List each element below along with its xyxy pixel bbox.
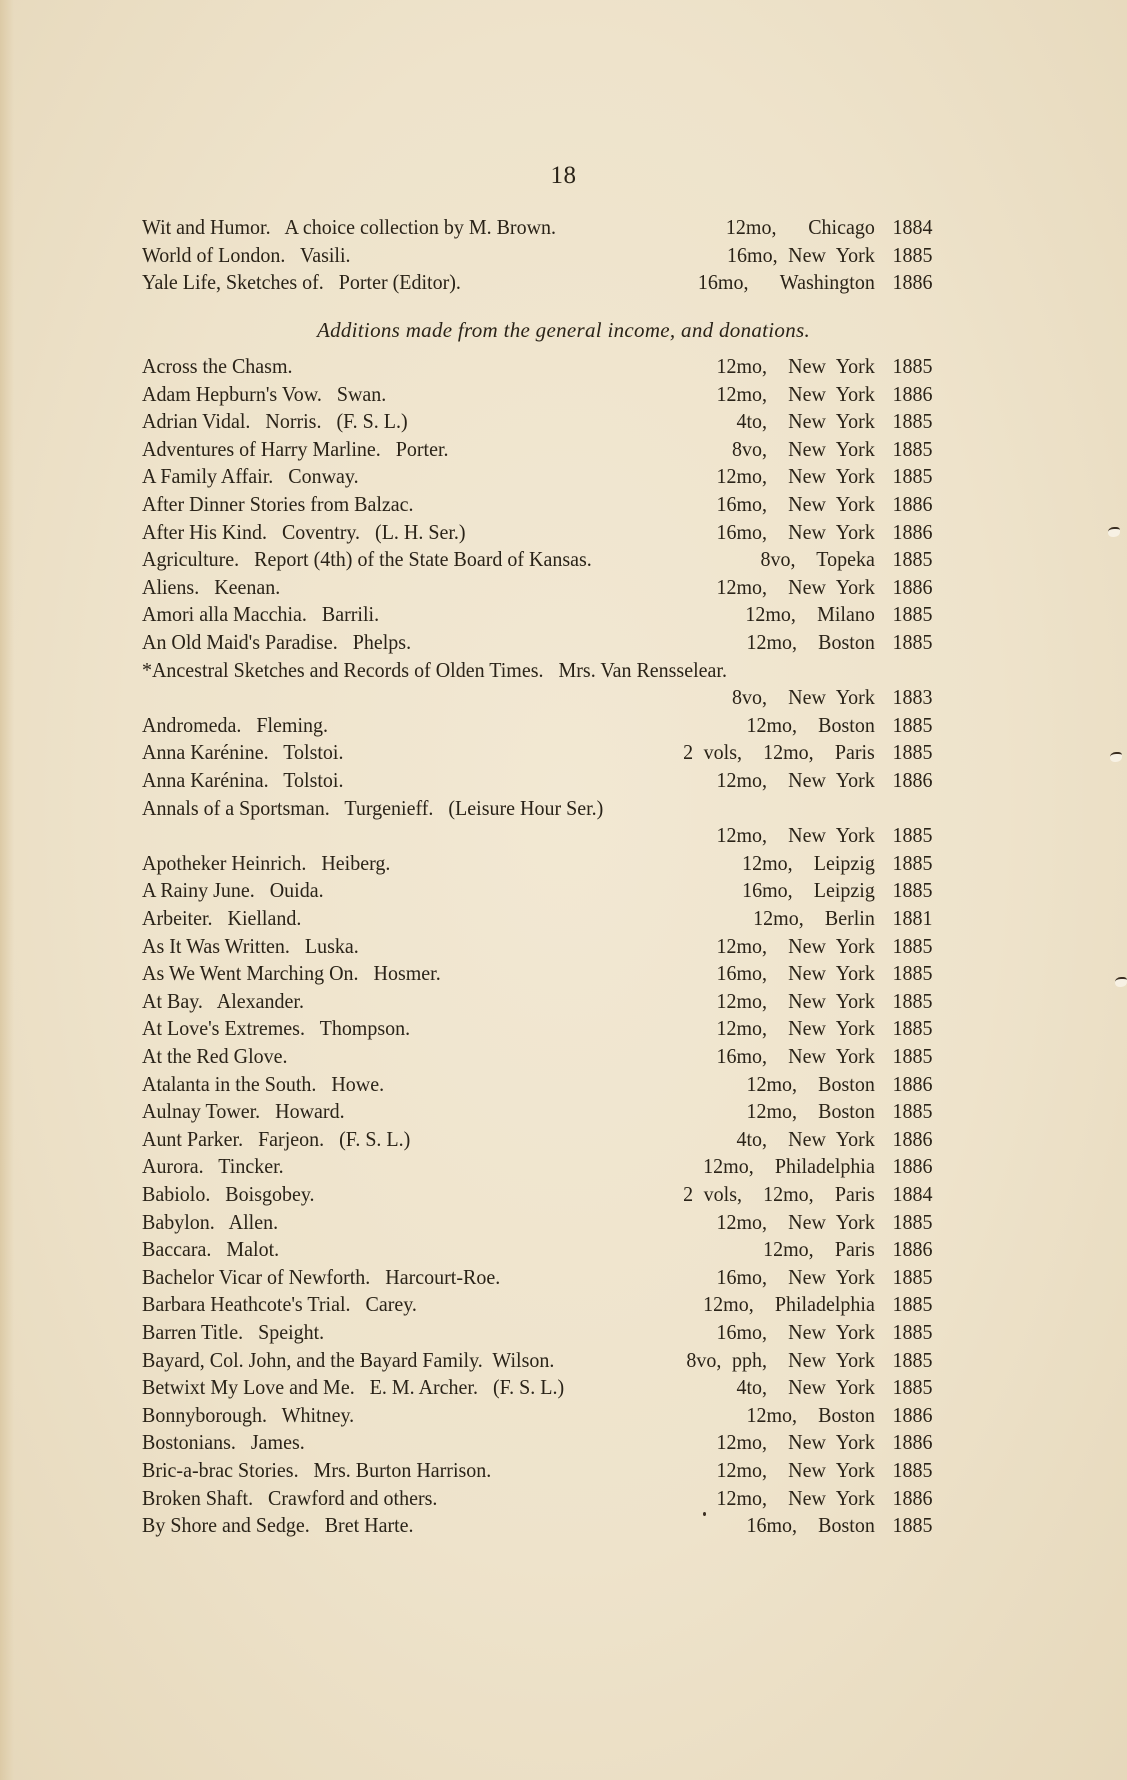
entry-title: Across the Chasm.: [142, 354, 293, 378]
entry-year: 1885: [892, 630, 933, 654]
entry-title: After Dinner Stories from Balzac.: [142, 492, 414, 516]
entry-publication: 12mo, Boston: [746, 630, 875, 654]
entry-year: 1886: [892, 1154, 933, 1179]
entry-title: An Old Maid's Paradise. Phelps.: [142, 630, 412, 654]
entry-publication: 8vo, New York: [731, 436, 875, 461]
catalog-entry: [142, 987, 933, 1015]
catalog-entry: [142, 573, 933, 601]
entry-publication: 16mo, New York: [716, 1320, 875, 1344]
entry-publication: 12mo, Boston: [746, 1099, 875, 1124]
page-edge-shadow: [0, 0, 14, 1780]
catalog-entry: [142, 518, 933, 546]
entry-publication: 4to, New York: [736, 1126, 875, 1151]
entry-title: After His Kind. Coventry. (L. H. Ser.): [142, 519, 466, 544]
entry-year: 1886: [892, 1126, 933, 1151]
entry-year: 1885: [892, 242, 933, 267]
entry-title: Aurora. Tincker.: [142, 1154, 284, 1179]
catalog-entry: [142, 849, 933, 877]
entry-title: Barren Title. Speight.: [142, 1320, 325, 1344]
entry-year: 1885: [892, 712, 933, 737]
entry-publication: 16mo, Leipzig: [742, 878, 875, 903]
catalog-entry: [142, 462, 933, 490]
entry-publication: 12mo, Philadelphia: [703, 1292, 875, 1317]
catalog-entry: [142, 1042, 933, 1070]
entry-year: 1885: [892, 1292, 933, 1317]
entry-year: 1886: [892, 381, 933, 406]
entry-publication: 2 vols, 12mo, Paris: [683, 740, 875, 765]
entry-year: 1885: [892, 354, 933, 378]
entry-publication: 12mo, Paris: [763, 1237, 875, 1262]
catalog-entry: [142, 738, 933, 766]
entry-title: Bayard, Col. John, and the Bayard Family. Wilson.: [142, 1347, 555, 1372]
entry-year: 1881: [892, 906, 933, 930]
entry-year: 1885: [892, 602, 933, 627]
entry-publication: 12mo, New York: [716, 1209, 875, 1234]
entry-title: As It Was Written. Luska.: [142, 933, 359, 958]
entry-title: Aunt Parker. Farjeon. (F. S. L.): [142, 1126, 411, 1151]
entry-publication: 16mo, New York: [716, 1044, 875, 1068]
catalog-entry: [142, 1401, 933, 1429]
entry-year: 1885: [892, 1264, 933, 1289]
entry-year: 1885: [892, 1209, 933, 1234]
entry-publication: 8vo, Topeka: [760, 547, 875, 572]
catalog-entry: [142, 711, 933, 739]
entry-title: Bonnyborough. Whitney.: [142, 1402, 355, 1427]
catalog-entry: [142, 1097, 933, 1125]
entry-title: Andromeda. Fleming.: [142, 712, 329, 737]
entry-title: Anna Karénina. Tolstoi.: [142, 768, 344, 792]
catalog-entry: [142, 794, 933, 822]
catalog-entry: [142, 628, 933, 656]
entry-publication: 12mo, New York: [716, 1016, 875, 1041]
entry-title: At the Red Glove.: [142, 1044, 288, 1068]
entry-publication: 12mo, Boston: [746, 712, 875, 737]
entry-year: 1885: [892, 1513, 933, 1538]
catalog-entry: [142, 1428, 933, 1456]
catalog-entry: [142, 545, 933, 573]
entry-year: 1886: [892, 1402, 933, 1427]
entry-publication: 16mo, New York: [716, 519, 875, 544]
entry-publication: 12mo, New York: [716, 768, 875, 792]
entry-title: Aulnay Tower. Howard.: [142, 1099, 345, 1124]
entry-publication: 8vo, New York: [731, 685, 875, 710]
entry-year: 1886: [892, 1237, 933, 1262]
entry-publication: 4to, New York: [736, 409, 875, 434]
entry-publication: 12mo, New York: [716, 823, 875, 848]
entry-year: 1885: [892, 933, 933, 958]
catalog-entry: [142, 1070, 933, 1098]
catalog-entry: [142, 1180, 933, 1208]
catalog-entry: [142, 932, 933, 960]
catalog-entry: [142, 213, 933, 241]
catalog-entry: [142, 1484, 933, 1512]
entry-year: 1885: [892, 1099, 933, 1124]
entry-year: 1885: [892, 1375, 933, 1400]
catalog-entry: [142, 821, 933, 849]
entry-year: 1884: [892, 215, 933, 239]
entry-year: 1886: [892, 574, 933, 599]
entry-year: 1885: [892, 878, 933, 903]
catalog-entry: [142, 1235, 933, 1263]
catalog-entry: [142, 904, 933, 932]
catalog-entry: [142, 407, 933, 435]
entry-publication: 12mo, Chicago: [725, 215, 875, 239]
entry-year: 1885: [892, 1347, 933, 1372]
catalog-entry: [142, 876, 933, 904]
entry-year: 1885: [892, 823, 933, 848]
catalog-entry: [142, 268, 933, 296]
entry-publication: 12mo, New York: [716, 1458, 875, 1482]
entry-title: Babylon. Allen.: [142, 1209, 279, 1234]
entry-publication: 12mo, New York: [716, 1430, 875, 1455]
catalog-entry: [142, 241, 933, 269]
entry-year: 1886: [892, 768, 933, 792]
entry-title: At Bay. Alexander.: [142, 988, 304, 1013]
entry-year: 1886: [892, 1485, 933, 1510]
entry-title: Annals of a Sportsman. Turgenieff. (Leisure Hour Ser.): [142, 795, 604, 820]
entry-publication: 16mo, New York: [716, 1264, 875, 1289]
entry-title: A Family Affair. Conway.: [142, 464, 359, 489]
entry-title: Adam Hepburn's Vow. Swan.: [142, 381, 387, 406]
entry-title: Bric-a-brac Stories. Mrs. Burton Harrison.: [142, 1458, 492, 1482]
entry-year: 1885: [892, 1044, 933, 1068]
entry-publication: 12mo, New York: [716, 1485, 875, 1510]
entry-title: Babiolo. Boisgobey.: [142, 1182, 315, 1206]
entry-title: Amori alla Macchia. Barrili.: [142, 602, 380, 627]
catalog-entry: [142, 959, 933, 987]
entry-title: Arbeiter. Kielland.: [142, 906, 302, 930]
entry-title: Adventures of Harry Marline. Porter.: [142, 436, 449, 461]
entry-year: 1886: [892, 492, 933, 516]
catalog-entry: [142, 490, 933, 518]
entry-title: Broken Shaft. Crawford and others.: [142, 1485, 438, 1510]
entry-year: 1885: [892, 409, 933, 434]
entry-year: 1885: [892, 1016, 933, 1041]
binding-hole-mark: [1108, 527, 1120, 537]
entry-year: 1886: [892, 519, 933, 544]
entry-title: Baccara. Malot.: [142, 1237, 280, 1262]
entry-publication: 16mo, Boston: [746, 1513, 875, 1538]
catalog-entry: [142, 1346, 933, 1374]
entry-title: A Rainy June. Ouida.: [142, 878, 324, 903]
entry-publication: 4to, New York: [736, 1375, 875, 1400]
entry-title: Wit and Humor. A choice collection by M. Brown.: [142, 215, 557, 239]
entry-title: Aliens. Keenan.: [142, 574, 281, 599]
catalog-entry: [142, 1263, 933, 1291]
entry-year: 1885: [892, 1458, 933, 1482]
entry-title: World of London. Vasili.: [142, 242, 351, 267]
entry-year: 1886: [892, 1071, 933, 1096]
entry-publication: 12mo, New York: [716, 574, 875, 599]
entry-title: Yale Life, Sketches of. Porter (Editor).: [142, 270, 461, 295]
catalog-entry: [142, 1014, 933, 1042]
entry-publication: 16mo, New York: [716, 961, 875, 986]
entry-title: Bostonians. James.: [142, 1430, 305, 1455]
entry-year: 1885: [892, 464, 933, 489]
entry-year: 1885: [892, 961, 933, 986]
entry-title: By Shore and Sedge. Bret Harte.: [142, 1513, 414, 1538]
entry-publication: 12mo, Milano: [745, 602, 875, 627]
entry-year: 1885: [892, 436, 933, 461]
entry-title: Adrian Vidal. Norris. (F. S. L.): [142, 409, 408, 434]
entry-publication: 16mo, New York: [716, 492, 875, 516]
entry-title: Agriculture. Report (4th) of the State Board of Kansas.: [142, 547, 592, 572]
catalog-entry: [142, 683, 933, 711]
entry-year: 1885: [892, 547, 933, 572]
ink-speck: [703, 1512, 706, 1516]
binding-hole-mark: [1115, 977, 1127, 987]
entry-year: 1885: [892, 1320, 933, 1344]
entry-title: Anna Karénine. Tolstoi.: [142, 740, 344, 765]
entry-publication: 12mo, New York: [716, 381, 875, 406]
entry-publication: 12mo, New York: [716, 988, 875, 1013]
entry-publication: 12mo, Boston: [746, 1071, 875, 1096]
binding-hole-mark: [1110, 752, 1122, 762]
catalog-entry: [142, 600, 933, 628]
entry-publication: 16mo, New York: [727, 242, 875, 267]
entry-title: Atalanta in the South. Howe.: [142, 1071, 385, 1096]
entry-publication: 12mo, Boston: [746, 1402, 875, 1427]
catalog-entry: [142, 1152, 933, 1180]
entry-year: 1884: [892, 1182, 933, 1206]
catalog-entry: [142, 435, 933, 463]
catalog-entry: [142, 1290, 933, 1318]
entry-year: 1885: [892, 988, 933, 1013]
catalog-entry: [142, 1318, 933, 1346]
entry-title: At Love's Extremes. Thompson.: [142, 1016, 411, 1041]
entry-publication: 12mo, New York: [716, 354, 875, 378]
entry-title: *Ancestral Sketches and Records of Olden Times. Mrs. Van Rensselear.: [142, 657, 727, 682]
entry-title: As We Went Marching On. Hosmer.: [142, 961, 441, 986]
entry-title: Betwixt My Love and Me. E. M. Archer. (F. S. L.): [142, 1375, 565, 1400]
page-number: 18: [550, 162, 577, 189]
entry-publication: 8vo, pph, New York: [686, 1347, 875, 1372]
entry-title: Apotheker Heinrich. Heiberg.: [142, 850, 391, 875]
entry-year: 1883: [892, 685, 933, 710]
entry-publication: 12mo, Leipzig: [742, 850, 875, 875]
entry-publication: 2 vols, 12mo, Paris: [683, 1182, 875, 1206]
catalog-entry: [142, 1208, 933, 1236]
entry-publication: 12mo, Philadelphia: [703, 1154, 875, 1179]
entry-publication: 12mo, New York: [716, 464, 875, 489]
entry-year: 1886: [892, 1430, 933, 1455]
entry-title: Bachelor Vicar of Newforth. Harcourt-Roe.: [142, 1264, 501, 1289]
entry-year: 1885: [892, 850, 933, 875]
catalog-entry: [142, 766, 933, 794]
entry-publication: 12mo, Berlin: [753, 906, 875, 930]
catalog-entry: [142, 656, 933, 684]
entry-year: 1886: [892, 270, 933, 295]
section-heading: Additions made from the general income, and donations.: [316, 318, 811, 342]
catalog-entry: [142, 1373, 933, 1401]
entry-publication: 16mo, Washington: [697, 270, 875, 295]
catalog-entry: [142, 1125, 933, 1153]
catalog-entry: [142, 1511, 933, 1539]
catalog-entry: [142, 352, 933, 380]
entry-title: Barbara Heathcote's Trial. Carey.: [142, 1292, 417, 1317]
catalog-entry: [142, 1456, 933, 1484]
entry-publication: 12mo, New York: [716, 933, 875, 958]
catalog-entry: [142, 380, 933, 408]
entry-year: 1885: [892, 740, 933, 765]
